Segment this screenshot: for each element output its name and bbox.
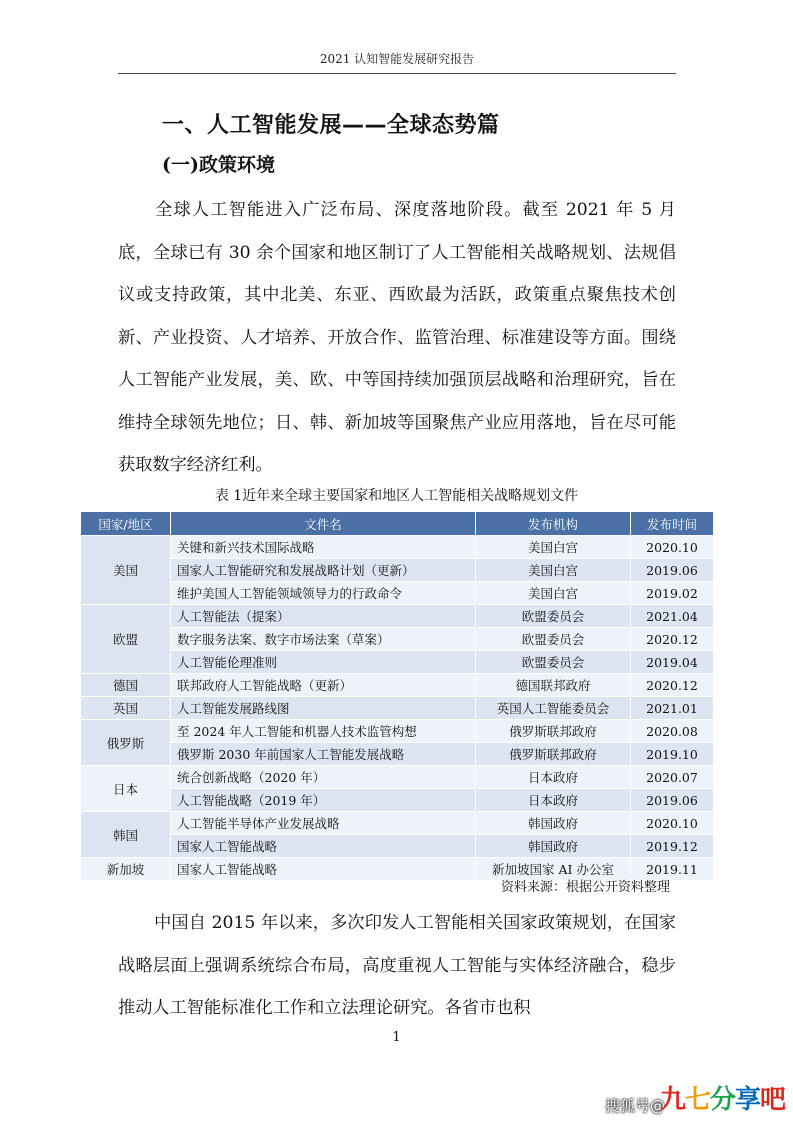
table-caption: 表 1近年来全球主要国家和地区人工智能相关战略规划文件 [214, 488, 579, 504]
watermark-logo-char: 吧 [759, 1085, 785, 1115]
organization-cell: 德国联邦政府 [476, 674, 631, 697]
intro-paragraph [118, 189, 676, 487]
organization-cell: 新加坡国家 AI 办公室 [476, 858, 631, 881]
organization-cell: 韩国政府 [476, 812, 631, 835]
country-cell: 日本 [81, 766, 171, 812]
watermark-logo [660, 1079, 785, 1116]
document-cell: 联邦政府人工智能战略（更新） [171, 674, 476, 697]
table-row [81, 582, 714, 605]
date-cell: 2021.01 [631, 697, 714, 720]
country-cell: 英国 [81, 697, 171, 720]
document-cell: 至 2024 年人工智能和机器人技术监管构想 [171, 720, 476, 743]
organization-cell: 美国白宫 [476, 536, 631, 559]
document-cell: 数字服务法案、数字市场法案（草案） [171, 628, 476, 651]
date-cell: 2020.12 [631, 674, 714, 697]
table-row [81, 697, 714, 720]
date-cell: 2019.06 [631, 789, 714, 812]
section-subheading: (一)政策环境 [162, 154, 275, 176]
table-body [81, 536, 714, 881]
watermark-logo-char: 分 [709, 1085, 735, 1115]
table-row [81, 812, 714, 835]
table-row [81, 536, 714, 559]
table-source-note: 资料来源：根据公开资料整理 [500, 880, 670, 895]
country-cell: 韩国 [81, 812, 171, 858]
table-row [81, 720, 714, 743]
date-cell: 2019.02 [631, 582, 714, 605]
document-cell: 关键和新兴技术国际战略 [171, 536, 476, 559]
column-header-country: 国家/地区 [81, 512, 171, 536]
table-row [81, 789, 714, 812]
organization-cell: 英国人工智能委员会 [476, 697, 631, 720]
organization-cell: 欧盟委员会 [476, 651, 631, 674]
column-header-organization: 发布机构 [476, 512, 631, 536]
date-cell: 2020.08 [631, 720, 714, 743]
table-row [81, 674, 714, 697]
watermark-logo-char: 享 [734, 1085, 760, 1115]
document-cell: 人工智能战略（2019 年） [171, 789, 476, 812]
date-cell: 2019.04 [631, 651, 714, 674]
date-cell: 2019.12 [631, 835, 714, 858]
document-cell: 国家人工智能研究和发展战略计划（更新） [171, 559, 476, 582]
running-header: 2021 认知智能发展研究报告 [118, 50, 676, 74]
organization-cell: 美国白宫 [476, 559, 631, 582]
organization-cell: 美国白宫 [476, 582, 631, 605]
document-cell: 统合创新战略（2020 年） [171, 766, 476, 789]
table-header-row [81, 512, 714, 536]
date-cell: 2019.06 [631, 559, 714, 582]
country-cell: 德国 [81, 674, 171, 697]
china-paragraph [118, 902, 676, 1030]
column-header-date: 发布时间 [631, 512, 714, 536]
date-cell: 2020.12 [631, 628, 714, 651]
table-row [81, 605, 714, 628]
date-cell: 2020.10 [631, 812, 714, 835]
document-cell: 国家人工智能战略 [171, 858, 476, 881]
table-row [81, 766, 714, 789]
document-cell: 俄罗斯 2030 年前国家人工智能发展战略 [171, 743, 476, 766]
country-cell: 美国 [81, 536, 171, 605]
organization-cell: 日本政府 [476, 789, 631, 812]
organization-cell: 欧盟委员会 [476, 605, 631, 628]
section-heading: 一、人工智能发展——全球态势篇 [162, 113, 500, 138]
date-cell: 2019.11 [631, 858, 714, 881]
document-cell: 人工智能法（提案） [171, 605, 476, 628]
watermark-text: 搜狐号@ [605, 1097, 666, 1115]
document-cell: 人工智能半导体产业发展战略 [171, 812, 476, 835]
strategy-table [80, 511, 714, 881]
watermark-logo-char: 九 [659, 1085, 685, 1115]
document-cell: 国家人工智能战略 [171, 835, 476, 858]
organization-cell: 日本政府 [476, 766, 631, 789]
date-cell: 2019.10 [631, 743, 714, 766]
country-cell: 欧盟 [81, 605, 171, 674]
organization-cell: 韩国政府 [476, 835, 631, 858]
column-header-document: 文件名 [171, 512, 476, 536]
organization-cell: 俄罗斯联邦政府 [476, 743, 631, 766]
table-row [81, 835, 714, 858]
date-cell: 2020.07 [631, 766, 714, 789]
intro-paragraph-text: 全球人工智能进入广泛布局、深度落地阶段。截至 2021 年 5 月底，全球已有 30 余个国家和地区制订了人工智能相关战略规划、法规倡议或支持政策，其中北美、东亚、西欧最为活跃，政策重点聚焦技术创新、产业投资、人才培养、开放合作、监管治理、标准建设等方面。围绕人工智能产业发展，美、欧、中等国持续加强顶层战略和治理研究，旨在维持全球领先地位；日、韩、新加坡等国聚焦产业应用落地，旨在尽可能获取数字经济红利。 [118, 200, 676, 475]
table-row [81, 628, 714, 651]
table-row [81, 743, 714, 766]
document-cell: 人工智能发展路线图 [171, 697, 476, 720]
china-paragraph-text: 中国自 2015 年以来，多次印发人工智能相关国家政策规划，在国家战略层面上强调系统综合布局，高度重视人工智能与实体经济融合，稳步推动人工智能标准化工作和立法理论研究。各省市也积 [118, 913, 676, 1018]
watermark [605, 1080, 785, 1116]
organization-cell: 欧盟委员会 [476, 628, 631, 651]
page-number: 1 [392, 1030, 401, 1045]
country-cell: 新加坡 [81, 858, 171, 881]
date-cell: 2021.04 [631, 605, 714, 628]
table-row [81, 651, 714, 674]
date-cell: 2020.10 [631, 536, 714, 559]
table-row [81, 559, 714, 582]
organization-cell: 俄罗斯联邦政府 [476, 720, 631, 743]
document-cell: 人工智能伦理准则 [171, 651, 476, 674]
country-cell: 俄罗斯 [81, 720, 171, 766]
watermark-logo-char: 七 [684, 1085, 710, 1115]
document-cell: 维护美国人工智能领域领导力的行政命令 [171, 582, 476, 605]
